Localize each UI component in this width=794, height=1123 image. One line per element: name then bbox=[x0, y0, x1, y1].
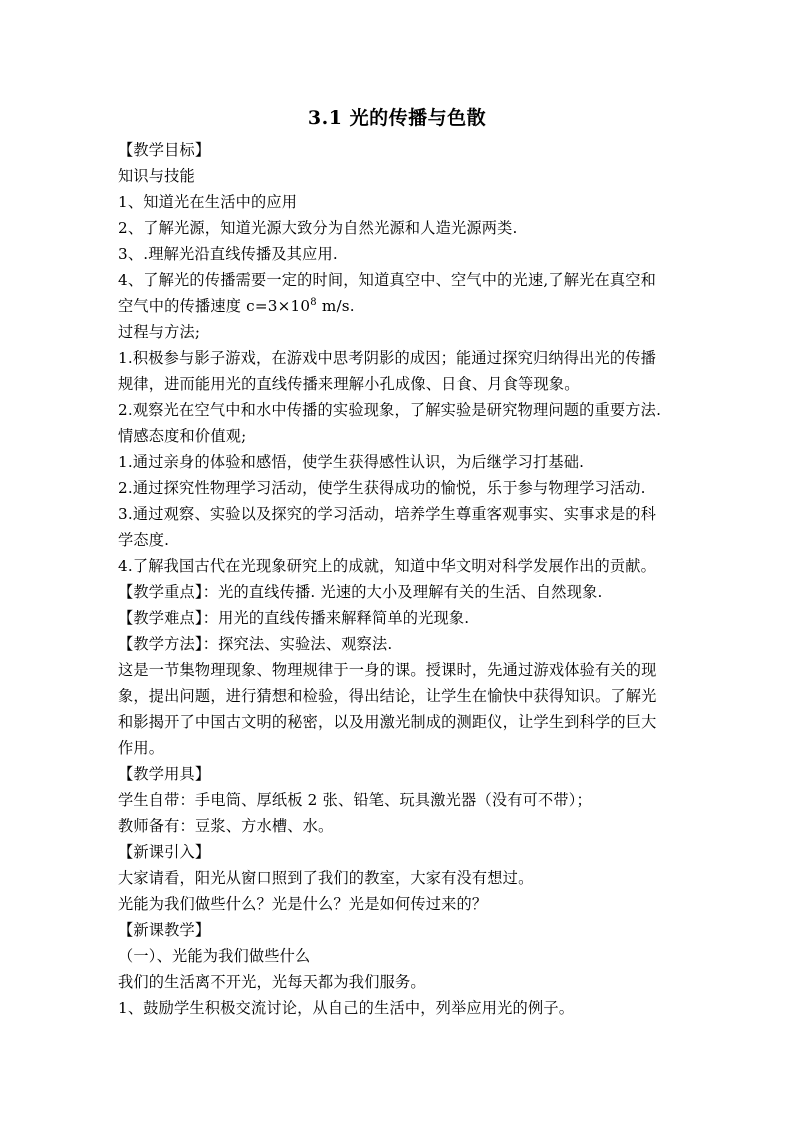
speed-exponent: 8 bbox=[310, 297, 317, 308]
objective-item-3: 3、.理解光沿直线传播及其应用. bbox=[118, 245, 338, 263]
section-1-text: 我们的生活离不开光，光每天都为我们服务。 bbox=[118, 973, 426, 991]
lesson-overview-line-3: 和影揭开了中国古文明的秘密，以及用激光制成的测距仪，让学生到科学的巨大 bbox=[118, 713, 657, 731]
teacher-materials: 教师备有：豆浆、方水槽、水。 bbox=[118, 817, 334, 835]
process-item-1: 1.积极参与影子游戏，在游戏中思考阴影的成因；能通过探究归纳得出光的传播 bbox=[118, 349, 657, 367]
section-1-item-1: 1、鼓励学生积极交流讨论，从自己的生活中，列举应用光的例子。 bbox=[118, 999, 575, 1017]
heading-new-lesson-intro: 【新课引入】 bbox=[118, 843, 211, 861]
lesson-overview-line-4: 作用。 bbox=[118, 739, 165, 757]
attitude-item-3-continued: 学态度. bbox=[118, 531, 170, 549]
speed-unit: m/s. bbox=[316, 297, 355, 315]
attitude-item-1: 1.通过亲身的体验和感悟，使学生获得感性认识，为后继学习打基础. bbox=[118, 453, 585, 471]
document-title: 3.1 光的传播与色散 bbox=[307, 107, 487, 129]
process-item-1-continued: 规律，进而能用光的直线传播来理解小孔成像、日食、月食等现象。 bbox=[118, 375, 580, 393]
heading-teaching-objectives: 【教学目标】 bbox=[118, 141, 211, 159]
lesson-overview-line-1: 这是一节集物理现象、物理规律于一身的课。授课时，先通过游戏体验有关的现 bbox=[118, 661, 657, 679]
document-body bbox=[118, 137, 678, 1021]
speed-text: 空气中的传播速度 c=3×10 bbox=[118, 297, 311, 315]
heading-teaching-tools: 【教学用具】 bbox=[118, 765, 211, 783]
attitude-item-3: 3.通过观察、实验以及探究的学习活动，培养学生尊重客观事实、实事求是的科 bbox=[118, 505, 657, 523]
intro-text-2: 光能为我们做些什么？光是什么？光是如何传过来的？ bbox=[118, 895, 488, 913]
teaching-key-points: 【教学重点】：光的直线传播. 光速的大小及理解有关的生活、自然现象. bbox=[118, 583, 603, 601]
objective-item-2: 2、了解光源，知道光源大致分为自然光源和人造光源两类. bbox=[118, 219, 518, 237]
subheading-process-methods: 过程与方法; bbox=[118, 323, 201, 341]
lesson-overview-line-2: 象，提出问题，进行猜想和检验，得出结论，让学生在愉快中获得知识。了解光 bbox=[118, 687, 657, 705]
process-item-2: 2.观察光在空气中和水中传播的实验现象，了解实验是研究物理问题的重要方法. bbox=[118, 401, 662, 419]
section-1-heading: （一）、光能为我们做些什么 bbox=[118, 947, 311, 965]
subheading-attitudes-values: 情感态度和价值观; bbox=[118, 427, 247, 445]
teaching-difficulties: 【教学难点】：用光的直线传播来解释简单的光现象. bbox=[118, 609, 470, 627]
objective-item-4-continued bbox=[118, 293, 678, 319]
teaching-methods: 【教学方法】：探究法、实验法、观察法. bbox=[118, 635, 393, 653]
subheading-knowledge-skills: 知识与技能 bbox=[118, 167, 195, 185]
heading-new-lesson-teaching: 【新课教学】 bbox=[118, 921, 211, 939]
attitude-item-4: 4.了解我国古代在光现象研究上的成就，知道中华文明对科学发展作出的贡献。 bbox=[118, 557, 657, 575]
attitude-item-2: 2.通过探究性物理学习活动，使学生获得成功的愉悦，乐于参与物理学习活动. bbox=[118, 479, 646, 497]
intro-text-1: 大家请看，阳光从窗口照到了我们的教室，大家有没有想过。 bbox=[118, 869, 534, 887]
objective-item-1: 1、知道光在生活中的应用 bbox=[118, 193, 298, 211]
student-materials: 学生自带：手电筒、厚纸板 2 张、铅笔、玩具激光器（没有可不带）； bbox=[118, 791, 592, 809]
objective-item-4: 4、了解光的传播需要一定的时间，知道真空中、空气中的光速,了解光在真空和 bbox=[118, 271, 657, 289]
